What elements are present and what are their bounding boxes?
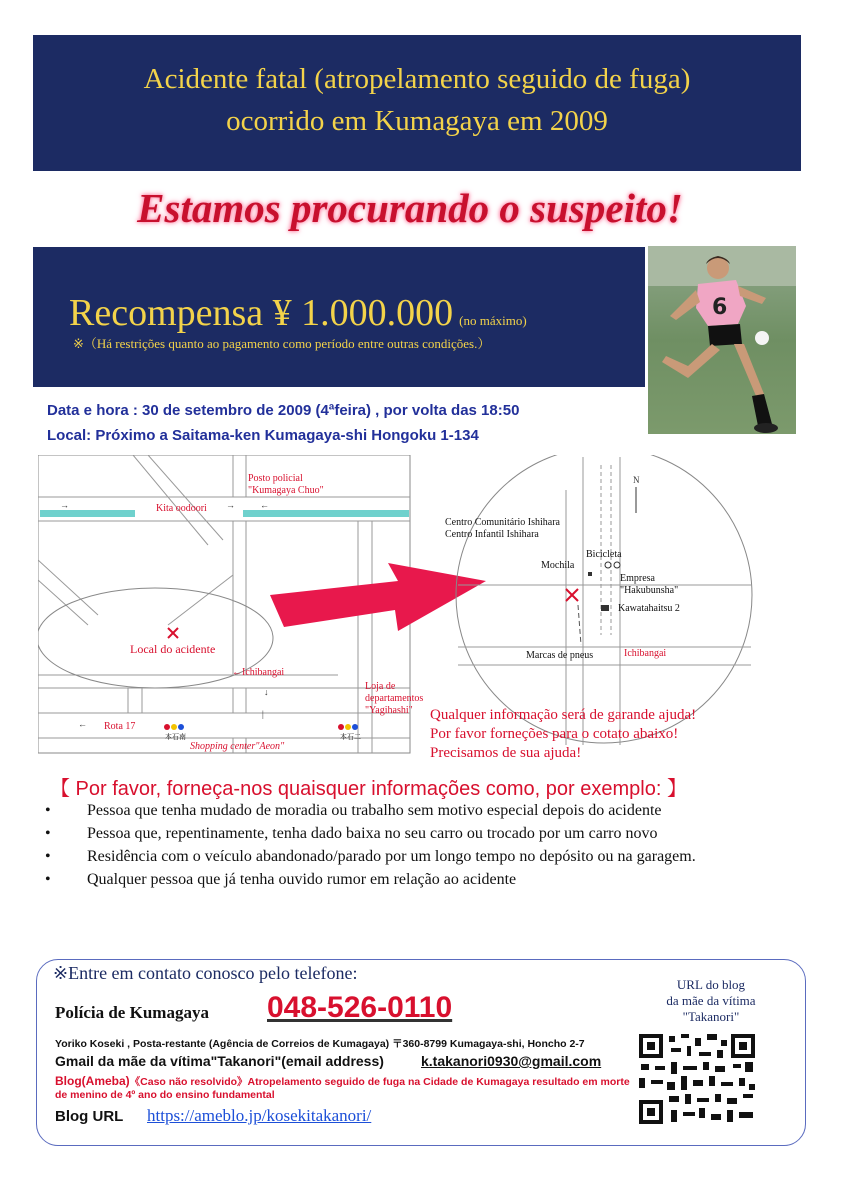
qr-caption-line-1: URL do blog [676, 977, 746, 992]
help-line-1: Qualquer informação será de garande ajuda! [430, 707, 697, 723]
backpack-label: Mochila [541, 560, 575, 571]
blog-desc-1: 《Caso não resolvido》Atropelamento seguido de fuga na Cidade de Kumagaya resultado em morte [129, 1076, 630, 1088]
kawatahaitsu-label: Kawatahaitsu 2 [618, 603, 680, 614]
tire-marks-label: Marcas de pneus [526, 650, 594, 661]
company-label: Empresa [620, 573, 655, 584]
store-label-1: Loja de [365, 681, 396, 692]
company-name: "Hakubunsha" [620, 585, 679, 596]
blog-url-label: Blog URL [55, 1108, 124, 1125]
info-request-list [45, 800, 785, 892]
building-icon [601, 605, 609, 611]
list-item: • Residência com o veículo abandonado/parado por um longo tempo no depósito ou na garagem. [45, 846, 785, 867]
detail-ichibangai-label: Ichibangai [624, 648, 667, 659]
shopping-center-label: Shopping center"Aeon" [190, 741, 285, 752]
backpack-icon [588, 572, 592, 576]
reward-label: Recompensa ¥ 1.000.000 [69, 292, 454, 334]
reward-max-note: (no máximo) [459, 313, 527, 328]
accident-site-label: Local do acidente [130, 642, 216, 656]
blog-description-1 [55, 1074, 630, 1089]
list-item: • Pessoa que tenha mudado de moradia ou trabalho sem motivo especial depois do acidente [45, 800, 785, 821]
phone-number[interactable]: 048-526-0110 [267, 991, 453, 1024]
accident-date: Data e hora : 30 de setembro de 2009 (4ªfeira) , por volta das 18:50 [47, 402, 520, 419]
qr-caption-line-2: da mãe da vítima [666, 993, 756, 1008]
headline: Estamos procurando o suspeito! [137, 185, 683, 231]
victim-photo [648, 246, 796, 434]
gmail-label: Gmail da mãe da vítima"Takanori"(email address) [55, 1053, 384, 1069]
store-name: "Yagihashi" [365, 705, 413, 716]
svg-text:→: → [60, 500, 69, 510]
svg-text:↓: ↓ [264, 687, 269, 697]
pointer-arrow-icon [270, 563, 486, 631]
svg-text:←: ← [260, 500, 269, 510]
qr-caption [637, 977, 785, 1025]
email-link[interactable]: k.takanori0930@gmail.com [421, 1053, 602, 1069]
list-item: • Pessoa que, repentinamente, tenha dado baixa no seu carro ou trocado por um carro novo [45, 823, 785, 844]
accident-location: Local: Próximo a Saitama-ken Kumagaya-shi Hongoku 1-134 [47, 427, 479, 444]
help-message [430, 706, 696, 763]
svg-text:6: 6 [712, 295, 728, 320]
blog-url-link[interactable]: https://ameblo.jp/kosekitakanori/ [147, 1106, 372, 1125]
reward-amount [69, 291, 527, 335]
svg-text:←: ← [78, 719, 87, 729]
help-line-3: Precisamos de sua ajuda! [430, 745, 582, 761]
police-box-name: "Kumagaya Chuo" [248, 485, 324, 496]
postal-address: Yoriko Koseki , Posta-restante (Agência de Correios de Kumagaya) 〒360-8799 Kumagaya-shi, Honcho 2-7 [55, 1038, 585, 1050]
reward-banner [33, 247, 645, 387]
title-banner [33, 35, 801, 171]
svg-text:→: → [226, 500, 235, 510]
kita-oodoori-road-right [243, 510, 409, 517]
route17-label: Rota 17 [104, 721, 136, 732]
contact-heading: ※Entre em contato conosco pelo telefone: [53, 963, 358, 983]
community-center-label: Centro Comunitário Ishihara [445, 517, 560, 528]
kita-oodoori-label: Kita oodoori [156, 503, 207, 514]
childrens-center-label: Centro Infantil Ishihara [445, 529, 539, 540]
qr-code-icon[interactable] [637, 1032, 757, 1126]
police-name: Polícia de Kumagaya [55, 1003, 209, 1022]
north-arrow-icon [633, 475, 640, 513]
store-label-2: departamentos [365, 693, 424, 704]
blog-description-2: de menino de 4º ano do ensino fundamental [55, 1089, 275, 1101]
intersection-sign-1: 本石南 [165, 733, 186, 741]
help-line-2: Por favor forneções para o cotato abaixo! [430, 726, 679, 742]
intersection-sign-2: 本石二 [340, 733, 361, 741]
qr-caption-line-3: "Takanori" [682, 1009, 740, 1024]
bicycle-icon [605, 562, 620, 568]
traffic-signal-icon [338, 724, 358, 730]
police-box-label: Posto policial [248, 473, 303, 484]
kita-oodoori-road-left [40, 510, 135, 517]
list-item: • Qualquer pessoa que já tenha ouvido rumor em relação ao acidente [45, 869, 785, 890]
request-heading: 【 Por favor, forneça-nos quaisquer informações como, por exemplo: 】 [50, 778, 687, 800]
svg-text:|: | [262, 709, 264, 719]
detail-accident-marker-icon [566, 589, 578, 601]
bicycle-label: Bicicleta [586, 549, 622, 560]
blog-name: Blog(Ameba) [55, 1074, 130, 1088]
reward-restriction: ※（Há restrições quanto ao pagamento como período entre outras condições.） [73, 336, 491, 351]
traffic-signal-icon [164, 724, 184, 730]
svg-text:N: N [633, 475, 640, 485]
title-line-1: Acidente fatal (atropelamento seguido de fuga) [143, 63, 691, 95]
ichibangai-label: ←Ichibangai [232, 667, 285, 678]
title-line-2: ocorrido em Kumagaya em 2009 [226, 105, 608, 137]
accident-marker-icon [168, 628, 178, 638]
detail-map-circle [456, 455, 752, 743]
